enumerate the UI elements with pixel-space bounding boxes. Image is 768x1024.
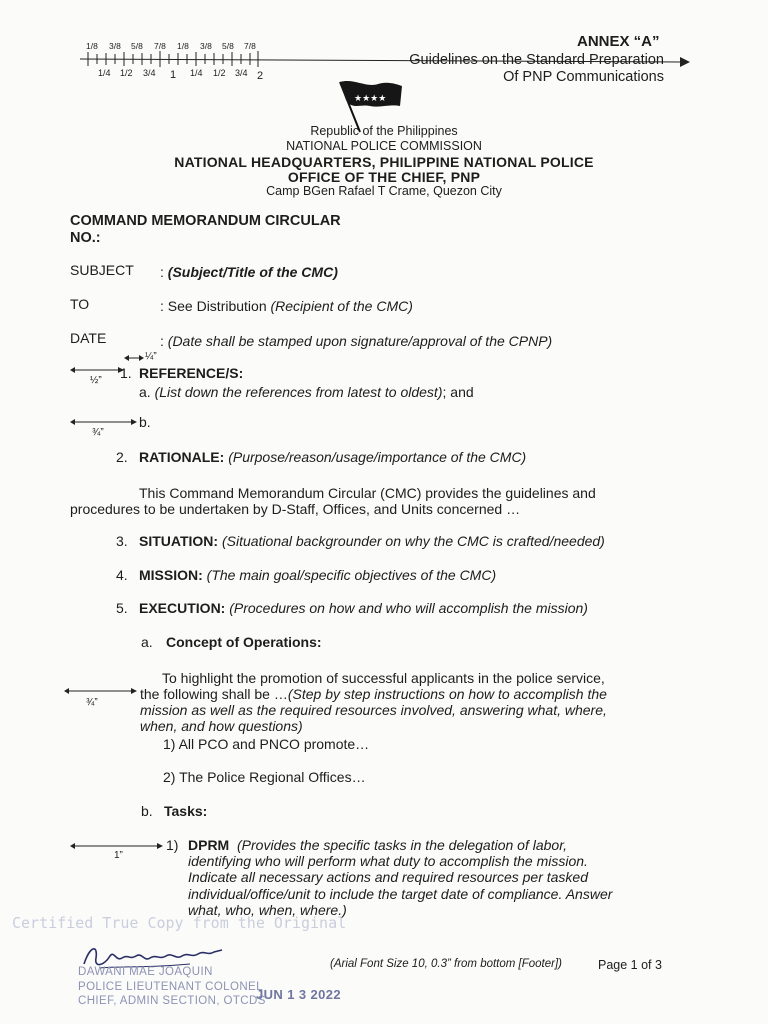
ruler-top-label: 5/8 [222,41,234,51]
field-date-label: DATE [70,330,107,346]
doc-title-line-1: COMMAND MEMORANDUM CIRCULAR [70,213,341,229]
section-2-heading: RATIONALE: [139,449,225,465]
section-1a-tail: ; and [442,384,474,400]
ruler-bottom-label: 2 [257,70,264,82]
section-5b-letter: b. [141,803,153,819]
section-4-heading: MISSION: [139,567,203,583]
annex-line-1: Guidelines on the Standard Preparation [409,52,664,68]
section-3-heading: SITUATION: [139,533,219,549]
stamp-position: CHIEF, ADMIN SECTION, OTCDS [78,995,266,1007]
ruler-top-label: 3/8 [200,41,212,51]
ruler-top-label: 1/8 [86,41,98,51]
ruler-bottom-label: 3/4 [143,68,156,78]
field-subject-italic: (Subject/Title of the CMC) [167,264,338,280]
section-5a-item-1: 1) All PCO and PNCO promote… [163,736,370,752]
section-1-number: 1. [120,365,132,381]
section-3-line [139,533,605,549]
stamp-rank: POLICE LIEUTENANT COLONEL [78,981,263,993]
section-5a-letter: a. [141,634,153,650]
section-2-italic: (Purpose/reason/usage/importance of the CMC) [228,449,527,465]
ruler-top-label: 5/8 [131,41,143,51]
page-number: Page 1 of 3 [598,958,662,972]
section-1-heading: REFERENCE/S: [139,365,244,381]
section-4-number: 4. [116,567,128,583]
one-inch-label: 1” [114,850,123,861]
section-5-heading: EXECUTION: [139,600,226,616]
stamp-date: JUN 1 3 2022 [256,987,342,1002]
header-republic: Republic of the Philippines [310,124,458,138]
section-2-body-line-1: This Command Memorandum Circular (CMC) provides the guidelines and [139,485,596,501]
field-subject-value [160,264,338,280]
section-5-line [139,600,588,616]
section-5a-item-2: 2) The Police Regional Offices… [163,769,366,785]
section-5b1-line-1-text: (Provides the specific tasks in the delegation of labor, [237,837,567,853]
section-5a-heading: Concept of Operations: [166,634,322,650]
three-quarter-inch-label-2: ¾” [86,697,98,708]
ruler-bottom-label: 1/2 [120,68,133,78]
section-1b-letter: b. [139,414,151,430]
section-1a [139,384,474,400]
svg-text:★★★★: ★★★★ [354,94,387,104]
annex-line-2: Of PNP Communications [503,69,664,85]
section-5b1-line-4: individual/office/unit to include the target date of compliance. Answer [188,886,613,902]
section-5a-line-3: mission as well as the required resources involved, answering what, where, [140,702,607,718]
section-5b1-line-5: what, who, when, where.) [188,902,347,918]
section-5a-line-2-plain: the following shall be … [140,686,288,702]
three-quarter-inch-label: ¾” [92,427,104,438]
section-5a-line-4: when, and how questions) [140,718,303,734]
section-5b1-line-1 [188,837,567,853]
section-1a-letter: a. [139,384,151,400]
section-2-number: 2. [116,449,128,465]
section-5b1-heading: DPRM [188,837,230,853]
three-quarter-inch-arrow [70,416,140,428]
header-office: OFFICE OF THE CHIEF, PNP [287,169,481,185]
field-to-value [160,298,413,314]
section-5b1-line-2: identifying who will perform what duty to accomplish the mission. [188,853,588,869]
three-quarter-inch-arrow-2 [64,685,140,697]
section-3-number: 3. [116,533,128,549]
section-5a-line-1: To highlight the promotion of successful applicants in the police service, [162,670,605,686]
ruler-top-label: 1/8 [177,41,189,51]
section-5b-heading: Tasks: [164,803,208,819]
section-5a-line-2-italic: (Step by step instructions on how to accomplish the [287,686,607,702]
section-5-number: 5. [116,600,128,616]
section-5a-line-2 [140,686,607,702]
ruler-top-label: 7/8 [154,41,166,51]
annex-title: ANNEX “A” [577,33,660,50]
field-colon: : [160,333,164,349]
section-3-italic: (Situational backgrounder on why the CMC is crafted/needed) [221,533,605,549]
quarter-inch-label: ¼” [145,351,157,362]
stamp-name: DAWANI MAE JOAQUIN [78,966,213,978]
ruler-top-label: 3/8 [109,41,121,51]
section-4-italic: (The main goal/specific objectives of the CMC) [206,567,497,583]
section-5-italic: (Procedures on how and who will accomplish the mission) [229,600,588,616]
field-date-value [160,333,552,349]
header-commission: NATIONAL POLICE COMMISSION [286,139,482,153]
certified-true-copy-watermark: Certified True Copy from the Original [12,914,347,932]
field-colon: : [160,264,164,280]
section-5b1-line-3: Indicate all necessary actions and required resources per tasked [188,869,588,885]
half-inch-label: ½” [90,375,102,386]
section-2-body-line-2: procedures to be undertaken by D-Staff, Offices, and Units concerned … [70,501,521,517]
field-to-label: TO [70,296,90,312]
ruler-top-label: 7/8 [244,41,256,51]
field-date-italic: (Date shall be stamped upon signature/approval of the CPNP) [167,333,553,349]
section-1a-italic: (List down the references from latest to oldest) [154,384,443,400]
footer-note: (Arial Font Size 10, 0.3” from bottom [Footer]) [330,958,562,970]
field-to-italic: (Recipient of the CMC) [270,298,413,314]
ruler-bottom-label: 1/4 [190,68,203,78]
ruler-bottom-label: 3/4 [235,68,248,78]
ruler-bottom-label: 1/4 [98,68,111,78]
field-subject-label: SUBJECT [70,262,134,278]
section-5b1-number: 1) [166,837,179,853]
ruler-bottom-label: 1 [170,69,177,81]
section-4-line [139,567,496,583]
doc-title-line-2: NO.: [70,230,101,246]
ruler-bottom-label: 1/2 [213,68,226,78]
header-camp: Camp BGen Rafael T Crame, Quezon City [266,184,502,198]
field-to-plain: See Distribution [167,298,271,314]
header-headquarters: NATIONAL HEADQUARTERS, PHILIPPINE NATIONAL POLICE [174,154,594,170]
field-colon: : [160,298,164,314]
section-2-line [139,449,526,465]
